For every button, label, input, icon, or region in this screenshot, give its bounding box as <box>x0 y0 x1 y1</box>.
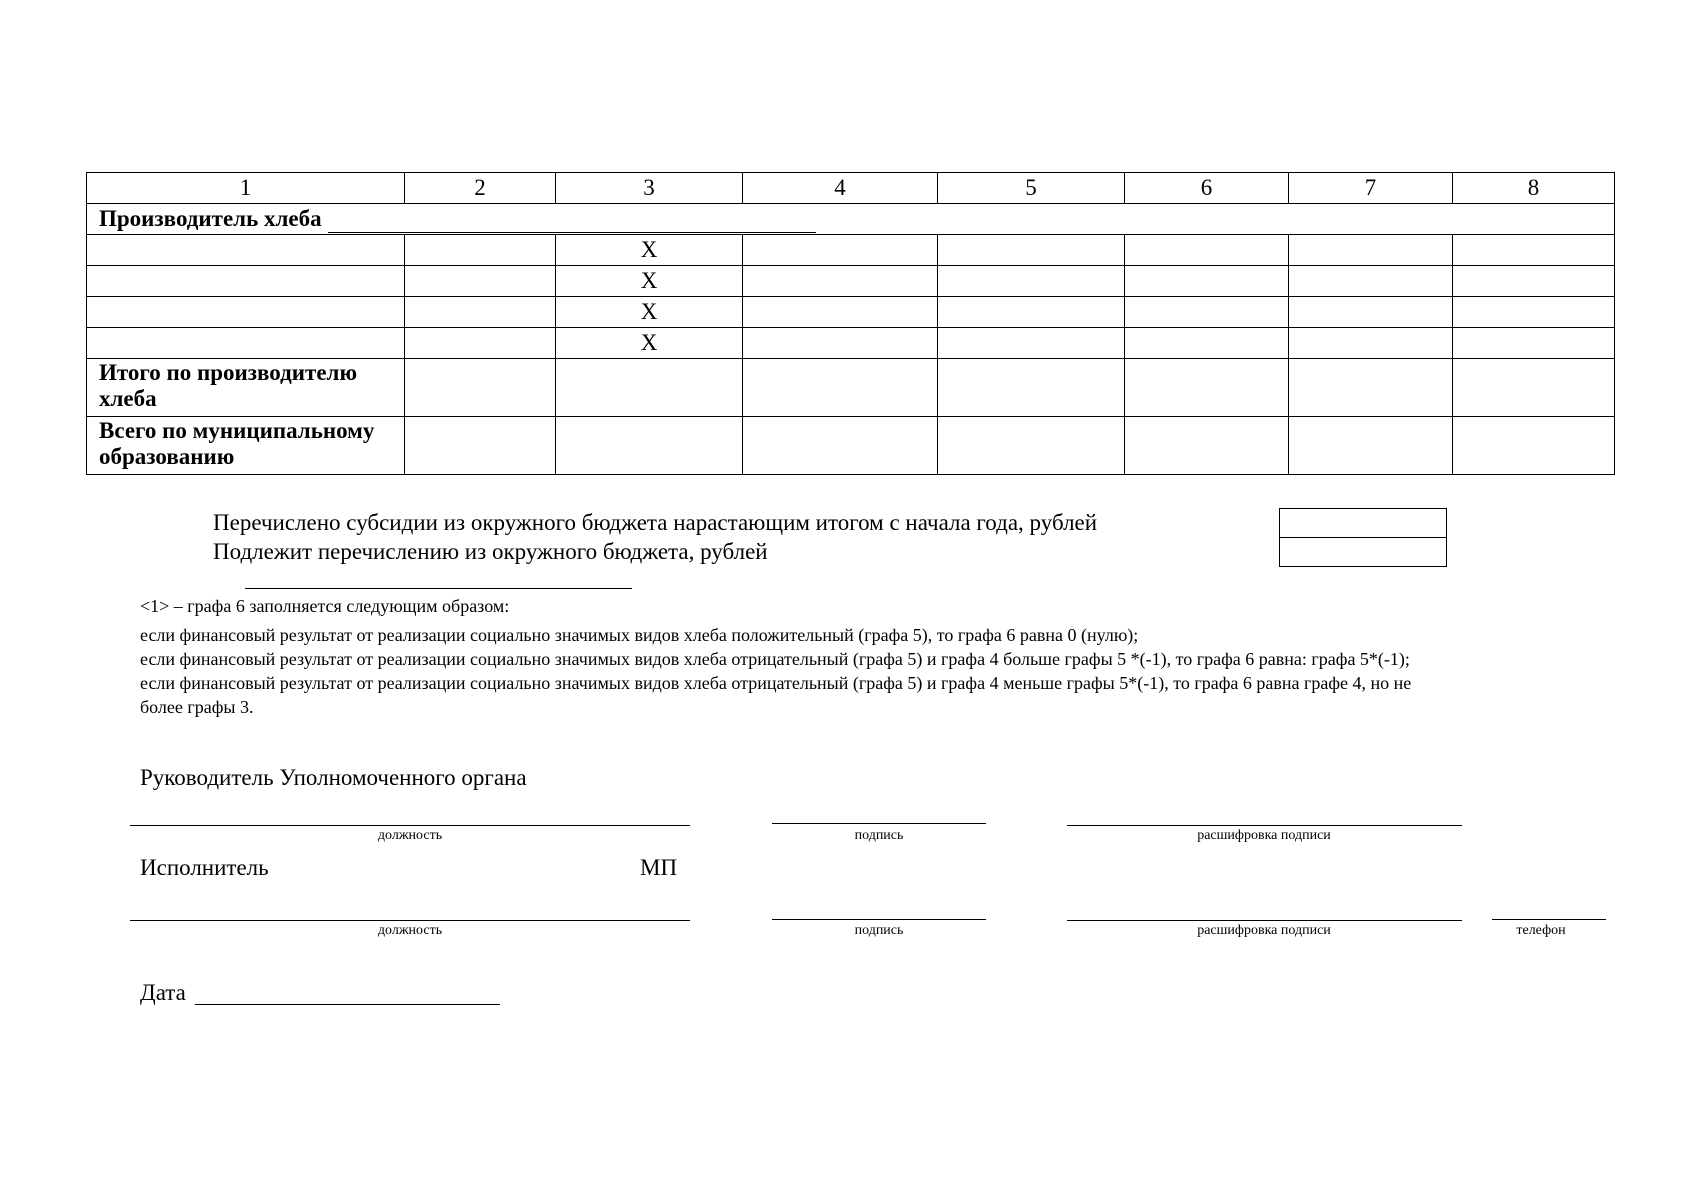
table-cell[interactable] <box>1453 417 1615 475</box>
subsidy-table <box>86 172 1615 475</box>
table-cell[interactable] <box>743 297 938 328</box>
table-cell[interactable] <box>938 328 1125 359</box>
table-cell[interactable] <box>938 266 1125 297</box>
x-mark: Х <box>556 328 743 359</box>
table-cell[interactable] <box>743 235 938 266</box>
table-cell[interactable] <box>405 328 556 359</box>
producer-label: Производитель хлеба <box>99 206 322 231</box>
col-number-1: 1 <box>87 173 405 204</box>
table-cell[interactable] <box>938 235 1125 266</box>
table-cell[interactable] <box>87 297 405 328</box>
table-cell[interactable] <box>743 359 938 417</box>
x-mark: Х <box>556 297 743 328</box>
decoding-caption: расшифровка подписи <box>1197 923 1331 938</box>
table-cell[interactable] <box>1453 297 1615 328</box>
date-label: Дата <box>140 980 186 1005</box>
signature-caption: подпись <box>854 923 904 938</box>
table-row <box>87 266 1615 297</box>
producer-name-blank[interactable] <box>328 210 816 233</box>
table-cell[interactable] <box>1289 359 1453 417</box>
executor-position-line[interactable] <box>130 920 690 921</box>
col-number-2: 2 <box>405 173 556 204</box>
table-cell[interactable] <box>743 417 938 475</box>
table-cell[interactable] <box>1453 235 1615 266</box>
footnote-line-2: если финансовый результат от реализации социально значимых видов хлеба отрицательный (графа 5) и графа 4 больше графы 5 *(-1), то графа 6 равна: графа 5*(-1); <box>140 649 1410 669</box>
total-label: Всего по муниципальному образованию <box>87 417 405 475</box>
x-mark: Х <box>556 266 743 297</box>
table-cell[interactable] <box>938 359 1125 417</box>
col-number-8: 8 <box>1453 173 1615 204</box>
col-number-3: 3 <box>556 173 743 204</box>
stamp-label: МП <box>640 855 678 880</box>
table-cell[interactable] <box>1453 359 1615 417</box>
footnote-line-3: если финансовый результат от реализации социально значимых видов хлеба отрицательный (графа 5) и графа 4 меньше графы 5*(-1), то графа 6 равна графе 4, но не <box>140 673 1412 693</box>
table-cell[interactable] <box>1289 297 1453 328</box>
x-mark: Х <box>556 235 743 266</box>
table-cell[interactable] <box>1453 328 1615 359</box>
position-caption: должность <box>377 923 443 938</box>
column-number-row <box>87 173 1615 204</box>
table-cell[interactable] <box>938 297 1125 328</box>
signature-caption: подпись <box>854 828 904 843</box>
date-field[interactable] <box>195 1004 500 1005</box>
table-cell[interactable] <box>1125 417 1289 475</box>
table-cell[interactable] <box>556 359 743 417</box>
executor-label: Исполнитель <box>140 855 269 880</box>
table-cell[interactable] <box>1125 328 1289 359</box>
table-cell[interactable] <box>87 235 405 266</box>
head-position-line[interactable] <box>130 825 690 826</box>
executor-signature-line[interactable] <box>772 919 986 920</box>
table-cell[interactable] <box>1289 417 1453 475</box>
table-cell[interactable] <box>87 328 405 359</box>
subtotal-row <box>87 359 1615 417</box>
col-number-5: 5 <box>938 173 1125 204</box>
table-cell[interactable] <box>1453 266 1615 297</box>
producer-cell <box>87 204 1615 235</box>
to-transfer-amount-field[interactable] <box>1280 538 1447 567</box>
head-decoding-line[interactable] <box>1067 825 1462 826</box>
transferred-amount-field[interactable] <box>1280 509 1447 538</box>
table-cell[interactable] <box>743 266 938 297</box>
col-number-4: 4 <box>743 173 938 204</box>
decoding-caption: расшифровка подписи <box>1197 828 1331 843</box>
table-row <box>87 328 1615 359</box>
table-cell[interactable] <box>405 297 556 328</box>
table-cell[interactable] <box>1289 328 1453 359</box>
executor-decoding-line[interactable] <box>1067 920 1462 921</box>
col-number-6: 6 <box>1125 173 1289 204</box>
table-row <box>87 235 1615 266</box>
position-caption: должность <box>377 828 443 843</box>
table-cell[interactable] <box>1289 266 1453 297</box>
table-cell[interactable] <box>405 266 556 297</box>
producer-row <box>87 204 1615 235</box>
col-number-7: 7 <box>1289 173 1453 204</box>
amount-boxes <box>1279 508 1447 567</box>
table-cell[interactable] <box>405 235 556 266</box>
transferred-subsidy-label: Перечислено субсидии из окружного бюджета нарастающим итогом с начала года, рублей <box>213 510 1098 535</box>
phone-caption: телефон <box>1516 923 1566 938</box>
table-cell[interactable] <box>556 417 743 475</box>
head-signature-line[interactable] <box>772 823 986 824</box>
table-cell[interactable] <box>405 417 556 475</box>
table-cell[interactable] <box>1125 266 1289 297</box>
table-cell[interactable] <box>938 417 1125 475</box>
table-cell[interactable] <box>1289 235 1453 266</box>
footnote-head: <1> – графа 6 заполняется следующим образом: <box>140 596 510 616</box>
executor-phone-line[interactable] <box>1492 919 1606 920</box>
table-cell[interactable] <box>1125 235 1289 266</box>
table-cell[interactable] <box>743 328 938 359</box>
table-cell[interactable] <box>1125 297 1289 328</box>
head-of-authority-label: Руководитель Уполномоченного органа <box>140 765 527 790</box>
table-cell[interactable] <box>1125 359 1289 417</box>
table-row <box>87 297 1615 328</box>
footnote-line-1: если финансовый результат от реализации социально значимых видов хлеба положительный (графа 5), то графа 6 равна 0 (нулю); <box>140 625 1139 645</box>
table-cell[interactable] <box>87 266 405 297</box>
footnote-line-4: более графы 3. <box>140 697 254 717</box>
total-row <box>87 417 1615 475</box>
to-transfer-label: Подлежит перечислению из окружного бюджета, рублей <box>213 539 768 564</box>
footnote-separator <box>245 588 632 589</box>
table-cell[interactable] <box>405 359 556 417</box>
subtotal-label: Итого по производителю хлеба <box>87 359 405 417</box>
